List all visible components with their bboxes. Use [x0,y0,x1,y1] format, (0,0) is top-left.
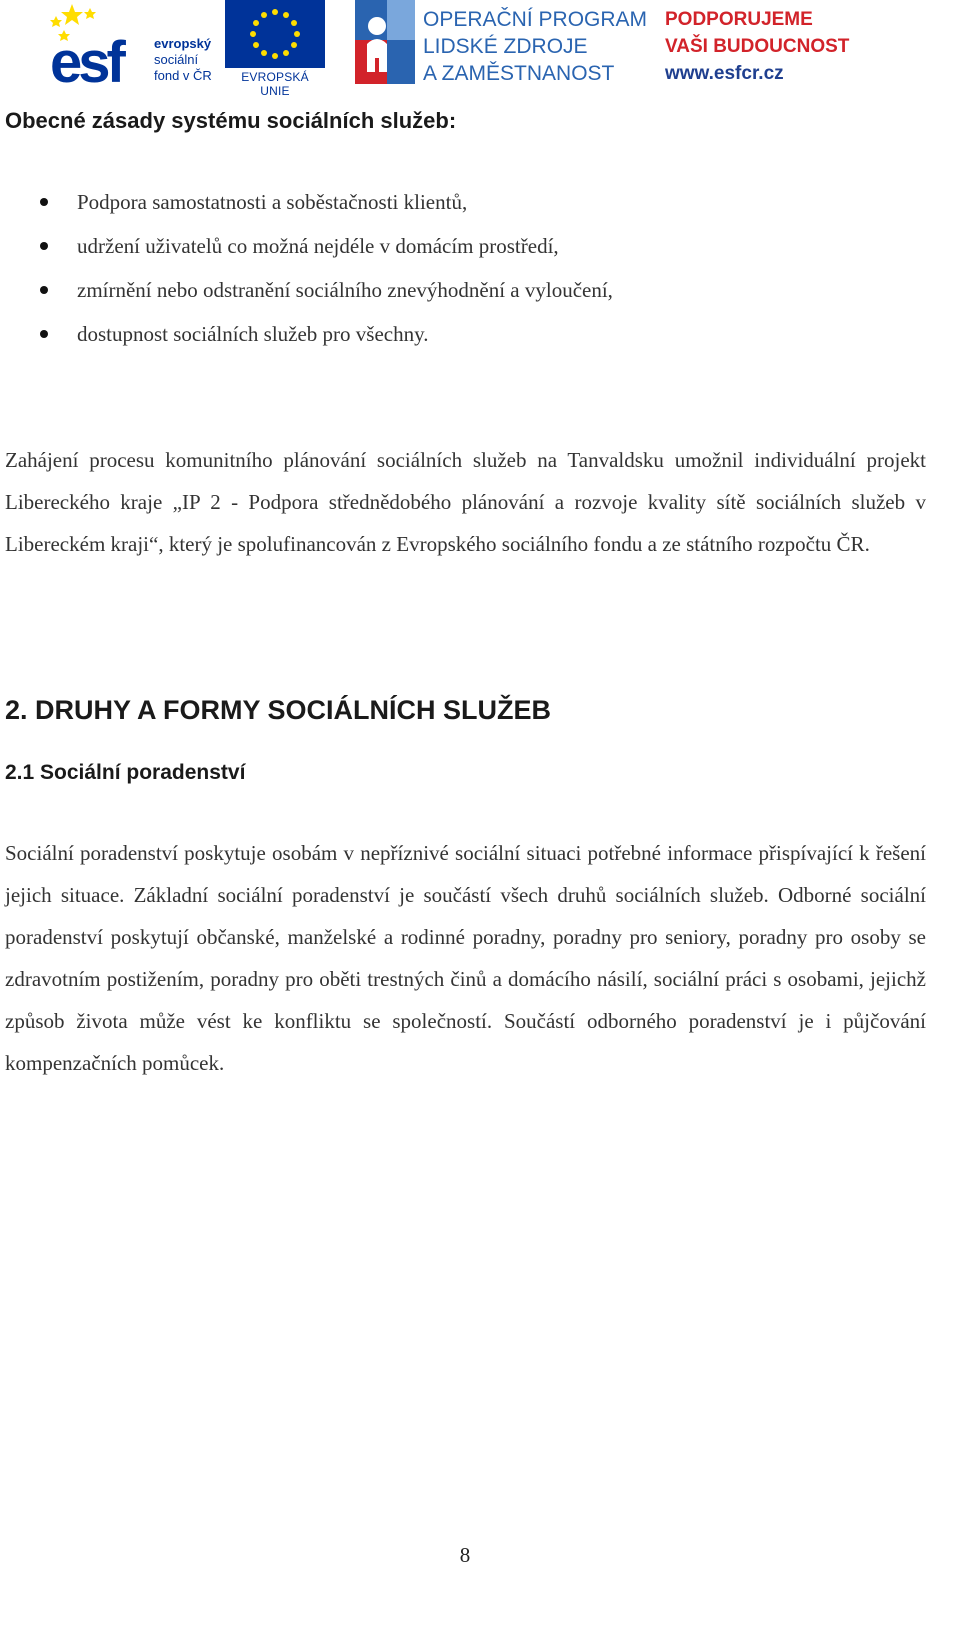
section-heading: 2. DRUHY A FORMY SOCIÁLNÍCH SLUŽEB [5,695,552,725]
list-item [0,268,900,312]
tagline-url: www.esfcr.cz [665,63,784,84]
bullet-icon [40,286,48,294]
eu-flag-icon [225,0,325,68]
principles-list [0,180,900,356]
logo-bar [50,0,900,98]
list-item-text: udržení uživatelů co možná nejdéle v domácím prostředí, [77,234,559,258]
esf-line-2: sociální [154,52,199,67]
eu-logo [225,0,325,98]
svg-text:esf: esf [50,30,122,88]
op-line-1: OPERAČNÍ PROGRAM [423,8,648,31]
esf-line-3: fond v ČR [154,68,212,83]
list-item [0,312,900,356]
intro-paragraph: Zahájení procesu komunitního plánování sociálních služeb na Tanvaldsku umožnil individuální projekt Libereckého kraje „IP 2 - Podpora střednědobého plánování a rozvoje kvality sítě sociálních služeb v Libereckém kraji“, který je spolufinancován z Evropského sociálního fondu a ze státního rozpočtu ČR. [5,448,926,556]
op-line-3: A ZAMĚSTNANOST [423,62,615,85]
eu-caption: EVROPSKÁ UNIE [241,70,309,98]
poradenstvi-paragraph: Sociální poradenství poskytuje osobám v nepříznivé sociální situaci potřebné informace přispívající k řešení jejich situace. Základní sociální poradenství je součástí všech druhů sociálních služeb. Odborné sociální poradenství poskytují občanské, manželské a rodinné poradny, poradny pro seniory, poradny pro osoby se zdravotním postižením, poradny pro oběti trestných činů a domácího násilí, sociální práci s osobami, jejichž způsob života může vést ke konfliktu se společností. Součástí odborného poradenství je i půjčování kompenzačních pomůcek. [5,841,926,1075]
op-line-2: LIDSKÉ ZDROJE [423,35,588,58]
list-item [0,180,900,224]
tagline-line-1: PODPORUJEME [665,9,813,30]
tagline-line-2: VAŠI BUDOUCNOST [665,36,850,57]
principles-heading: Obecné zásady systému sociálních služeb: [5,108,457,133]
bullet-icon [40,330,48,338]
list-item-text: Podpora samostatnosti a soběstačnosti klientů, [77,190,468,214]
puzzle-person-icon [355,0,415,84]
esf-line-1: evropský [154,36,212,51]
esf-logo [50,0,220,88]
bullet-icon [40,242,48,250]
page-number: 8 [459,1543,471,1567]
op-logo [355,0,655,88]
esf-mark-icon [50,0,154,88]
subsection-heading: 2.1 Sociální poradenství [5,761,246,784]
list-item-text: dostupnost sociálních služeb pro všechny. [77,322,429,346]
list-item-text: zmírnění nebo odstranění sociálního znevýhodnění a vyloučení, [77,278,613,302]
list-item [0,224,900,268]
bullet-icon [40,198,48,206]
tagline-logo [665,0,865,88]
